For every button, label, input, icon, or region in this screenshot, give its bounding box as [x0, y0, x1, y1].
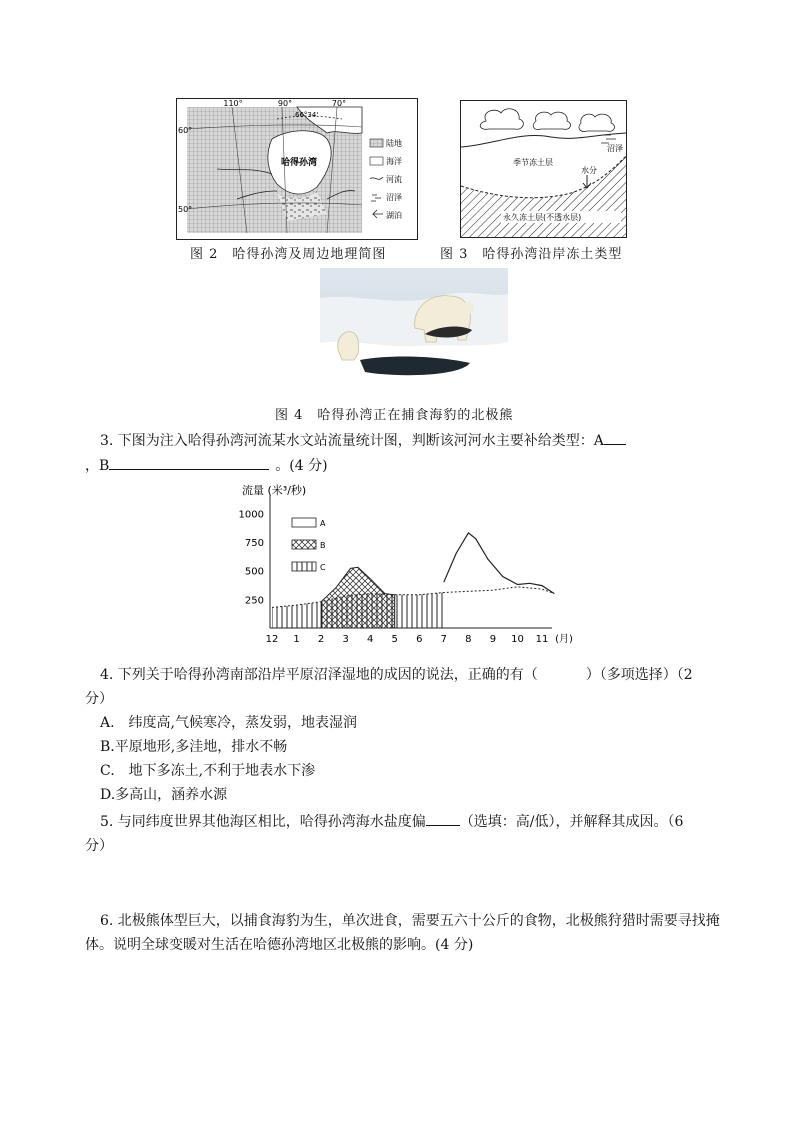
seasonal-frost-label: 季节冻土层 — [513, 158, 553, 167]
chart-xtick-label: 1 — [293, 634, 300, 645]
chart-xtick-label: 4 — [366, 634, 374, 645]
chart-legend-label: B — [320, 541, 326, 550]
polar-bear-cub — [338, 332, 359, 360]
chart-legend-swatch — [292, 562, 316, 571]
figure2-map — [176, 98, 418, 240]
series-b-area — [321, 567, 395, 628]
chart-xtick-label: 11 — [535, 634, 549, 645]
figure4-caption: 图 4 哈得孙湾正在捕食海豹的北极熊 — [275, 408, 514, 423]
chart-ytick-label: 500 — [244, 566, 264, 578]
answer-blank-salinity[interactable] — [426, 811, 460, 826]
swamp-marks — [601, 135, 616, 143]
figure4-polar-bear-photo — [320, 268, 508, 396]
lat-label-60: 60° — [178, 126, 193, 135]
lon-label-90: 90° — [277, 99, 293, 108]
figure2-caption: 图 2 哈得孙湾及周边地理简图 — [190, 247, 387, 262]
svg-text:陆地: 陆地 — [386, 139, 402, 148]
question3-line2: ，B 。(4 分) — [85, 455, 328, 477]
chart-xtick-label: 9 — [489, 634, 497, 645]
question4-stem: 4. 下列关于哈得孙湾南部沿岸平原沼泽湿地的成因的说法，正确的有（ ）（多项选择）（2 — [100, 667, 693, 683]
chart-legend-label: C — [320, 563, 326, 572]
question6-line2: 体。说明全球变暖对生活在哈德孙湾地区北极熊的影响。(4 分) — [85, 937, 474, 953]
swamp-label: 沼泽 — [607, 144, 623, 153]
chart-xtick-label: 2 — [317, 634, 325, 645]
chart-legend-label: A — [320, 519, 326, 528]
question6-line1: 6. 北极熊体型巨大，以捕食海豹为生，单次进食，需要五六十公斤的食物，北极熊狩猎时需要寻找掩 — [100, 913, 720, 929]
question3-line1: 3. 下图为注入哈得孙湾河流某水文站流量统计图，判断该河河水主要补给类型：A — [100, 430, 626, 452]
lon-label-70: 70° — [331, 99, 347, 108]
discharge-chart — [236, 482, 573, 648]
permafrost-layer — [461, 156, 626, 237]
question4-option-d[interactable]: D.多高山，涵养水源 — [100, 787, 228, 803]
svg-text:沼泽: 沼泽 — [386, 193, 402, 202]
chart-ytick-label: 250 — [244, 595, 264, 607]
svg-text:河流: 河流 — [386, 175, 402, 184]
chart-ytick-label: 1000 — [238, 509, 264, 521]
lat-label-50: 50° — [178, 205, 193, 214]
cloud-icons — [480, 109, 614, 132]
water-label: 水分 — [581, 166, 597, 175]
svg-text:湖泊: 湖泊 — [386, 211, 402, 220]
figure3-frozen-soil — [460, 100, 627, 238]
chart-ylabel: 流量 (米³/秒) — [242, 484, 307, 497]
chart-xtick-label: 3 — [342, 634, 349, 645]
answer-blank-b[interactable] — [109, 455, 269, 470]
chart-xtick-label: 8 — [465, 634, 472, 645]
chart-xtick-label: 7 — [440, 634, 448, 645]
bay-label: 哈得孙湾 — [281, 158, 318, 168]
question4-stem-cont: 分） — [85, 691, 113, 707]
chart-xtick-label: 5 — [391, 634, 398, 645]
map-legend — [370, 138, 402, 220]
question4-option-b[interactable]: B.平原地形,多洼地，排水不畅 — [100, 739, 288, 755]
arctic-circle-label: 66°34' — [295, 111, 319, 119]
question4-option-c[interactable]: C. 地下多冻土,不利于地表水下渗 — [100, 763, 316, 779]
chart-xunit-label: (月) — [555, 634, 573, 645]
chart-xtick-label: 12 — [265, 634, 279, 645]
chart-xtick-label: 6 — [416, 634, 423, 645]
permafrost-label: 永久冻土层(不透水层) — [503, 213, 582, 222]
question5-line2: 分） — [85, 838, 113, 854]
question5-line1: 5. 与同纬度世界其他海区相比，哈得孙湾海水盐度偏 （选填：高/低），并解释其成因。（6 — [100, 811, 683, 833]
answer-blank-a[interactable] — [604, 430, 626, 445]
chart-legend-swatch — [292, 540, 316, 549]
ground-surface — [461, 133, 626, 147]
chart-legend-swatch — [292, 518, 316, 527]
svg-text:海洋: 海洋 — [386, 157, 402, 166]
question4-option-a[interactable]: A. 纬度高,气候寒冷，蒸发弱，地表湿润 — [100, 715, 358, 731]
lon-label-110: 110° — [223, 99, 243, 108]
chart-ytick-label: 750 — [244, 538, 264, 550]
chart-xtick-label: 10 — [511, 634, 524, 645]
figure3-caption: 图 3 哈得孙湾沿岸冻土类型 — [440, 247, 623, 262]
